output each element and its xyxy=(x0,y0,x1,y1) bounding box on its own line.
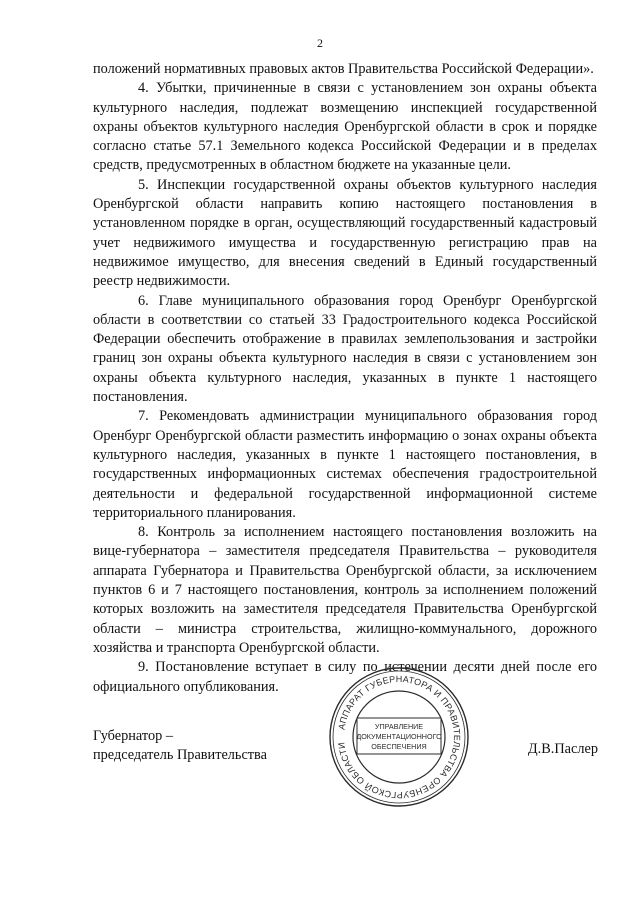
signatory-title-line-2: председатель Правительства xyxy=(93,747,267,763)
stamp-box-line-2: ДОКУМЕНТАЦИОННОГО xyxy=(356,732,442,741)
paragraph-8: 8. Контроль за исполнением настоящего постановления возложить на вице-губернатора – заместителя председателя Правительства – руководителя аппарата Губернатора и Правительства Оренбургской области, за исключением пунктов 6 и 7 настоящего постановления, контроль за исполнением положений которых возложить на заместителя председателя Правительства Оренбургской области – министра строительства, жилищно-коммунального, дорожного хозяйства и транспорта Оренбургской области. xyxy=(93,524,597,656)
paragraph-continuation: положений нормативных правовых актов Правительства Российской Федерации». xyxy=(93,61,594,77)
official-stamp xyxy=(328,666,470,808)
stamp-box-line-3: ОБЕСПЕЧЕНИЯ xyxy=(371,742,427,751)
page-number: 2 xyxy=(317,36,323,50)
paragraph-5: 5. Инспекции государственной охраны объектов культурного наследия Оренбургской области направить копию настоящего постановления в установленном порядке в орган, осуществляющий государственный кадастровый учет недвижимого имущества и государственную регистрацию прав на недвижимое имущество, для внесения сведений в Единый государственный реестр недвижимости. xyxy=(93,176,597,290)
stamp-box-line-1: УПРАВЛЕНИЕ xyxy=(374,722,424,731)
signatory-name: Д.В.Паслер xyxy=(527,741,598,757)
paragraph-9: 9. Постановление вступает в силу по истечении десяти дней после его официального опубликования. xyxy=(93,659,597,695)
stamp-ring-text: АППАРАТ ГУБЕРНАТОРА И ПРАВИТЕЛЬСТВА ОРЕНБУРГСКОЙ ОБЛАСТИ xyxy=(336,673,463,801)
document-body xyxy=(93,60,597,697)
signatory-title xyxy=(93,727,267,765)
paragraph-6: 6. Главе муниципального образования город Оренбург Оренбургской области в соответствии со статьей 33 Градостроительного кодекса Российской Федерации обеспечить отображение в правилах землепользования и застройки границ зон охраны объекта культурного наследия в связи с установлением зон охраны объекта культурного наследия, указанных в пункте 1 настоящего постановления. xyxy=(93,292,597,406)
paragraph-4: 4. Убытки, причиненные в связи с установлением зон охраны объекта культурного наследия, подлежат возмещению инспекцией государственной охраны объектов культурного наследия Оренбургской области в срок и порядке согласно статье 57.1 Земельного кодекса Российской Федерации и в пределах средств, предусмотренных в областном бюджете на указанные цели. xyxy=(93,80,597,174)
signatory-title-line-1: Губернатор – xyxy=(93,728,173,744)
paragraph-7: 7. Рекомендовать администрации муниципального образования город Оренбург Оренбургской области разместить информацию о зонах охраны объекта культурного наследия, указанных в пункте 1 настоящего постановления, в государственных информационных системах обеспечения градостроительной деятельности и федеральной государственной информационной системе территориального планирования. xyxy=(93,408,597,521)
